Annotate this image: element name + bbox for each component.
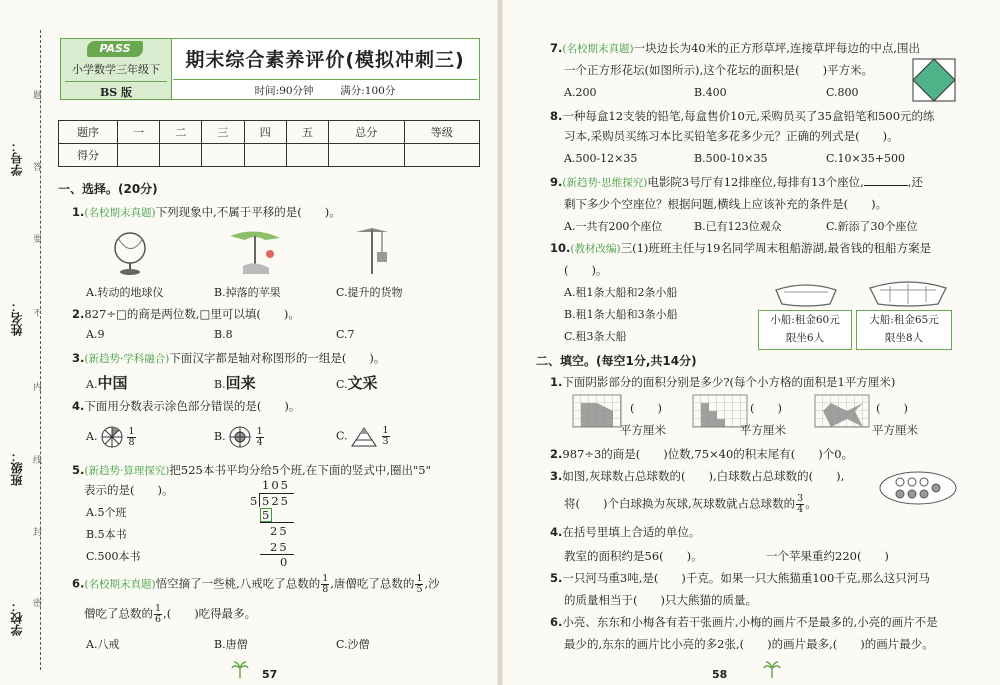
fill-2 — [550, 446, 853, 462]
question-1 — [72, 204, 341, 220]
big-boat-info — [856, 310, 952, 350]
question-text: 僧吃了总数的 — [84, 606, 153, 621]
fraction — [154, 604, 162, 625]
option[interactable]: A.500-12×35 — [564, 152, 638, 165]
palm-icon — [762, 660, 782, 680]
page-number: 58 — [712, 668, 728, 681]
question-text: 一个苹果重约220( ) — [766, 549, 889, 563]
table-cell: 等级 — [404, 121, 480, 144]
question-tag: (名校期末真题) — [84, 578, 156, 591]
grade-label: 小学数学三年级下 — [72, 63, 160, 76]
question-4 — [72, 398, 300, 414]
header-badge — [61, 39, 172, 99]
fill-3 — [550, 468, 844, 484]
option[interactable]: A.租1条大船和2条小船 — [564, 286, 678, 299]
question-text: 剩下多少个空座位？根据问题,横线上应该补充的条件是( )。 — [564, 197, 888, 211]
numerator: 1 — [416, 573, 423, 584]
question-text: 习本,采购员买练习本比买铅笔多花多少元？正确的列式是( )。 — [564, 129, 899, 143]
score-table — [58, 120, 480, 167]
dividend: 525 — [262, 494, 290, 508]
question-7 — [550, 40, 920, 56]
long-division — [248, 478, 308, 568]
question-number: 4. — [550, 525, 563, 539]
question-text: 下面阴影部分的面积分别是多少?(每个小方格的面积是1平方厘米) — [562, 375, 896, 389]
question-text: 下面用分数表示涂色部分错误的是( )。 — [84, 399, 301, 413]
seal-char: 线 — [33, 456, 43, 466]
question-text: 如图,灰球数占总球数的( ),白球数占总球数的( ), — [562, 469, 845, 483]
page-number: 57 — [262, 668, 278, 681]
question-number: 7. — [550, 41, 563, 55]
question-text: 一个正方形花坛(如图所示),这个花坛的面积是( )平方米。 — [564, 63, 874, 77]
right-page — [500, 0, 1000, 685]
option[interactable] — [214, 426, 265, 448]
question-number: 10. — [550, 241, 571, 255]
option[interactable]: A.一共有200个座位 — [564, 220, 663, 233]
option[interactable] — [336, 426, 391, 447]
option-letter: C. — [336, 378, 348, 391]
option[interactable]: A.八戒 — [86, 638, 120, 651]
triangle-icon — [351, 427, 377, 447]
score-input-cell[interactable] — [244, 144, 286, 167]
question-2 — [72, 306, 300, 322]
question-number: 9. — [550, 175, 563, 189]
pass-logo: PASS — [87, 41, 143, 57]
full-score: 满分:100分 — [340, 85, 396, 97]
circle-eighths-icon — [101, 426, 123, 448]
option-letter: A. — [86, 378, 98, 391]
option[interactable] — [86, 426, 137, 448]
fraction — [256, 427, 264, 448]
table-cell: 五 — [286, 121, 328, 144]
concentric-circle-icon — [229, 426, 251, 448]
score-row — [59, 144, 480, 167]
option[interactable] — [86, 372, 127, 393]
unit-label: 平方厘米 — [872, 423, 918, 437]
exam-header — [60, 38, 480, 100]
score-input-cell[interactable] — [202, 144, 244, 167]
fraction — [321, 574, 329, 595]
step-2: 25 — [270, 524, 289, 538]
denominator: 8 — [128, 436, 135, 448]
question-tag: (教材改编) — [570, 243, 621, 255]
question-number: 1. — [72, 205, 85, 219]
question-3 — [72, 350, 385, 366]
grid-shape-3 — [814, 394, 870, 432]
numerator: 1 — [256, 425, 263, 437]
question-number: 2. — [550, 447, 563, 461]
question-text: ( )。 — [564, 263, 608, 277]
crane-icon — [352, 226, 392, 276]
big-boat-icon — [868, 274, 948, 310]
option[interactable]: C.沙僧 — [336, 638, 370, 651]
square-diamond-figure — [912, 58, 956, 102]
question-text — [564, 494, 817, 515]
table-cell: 总分 — [329, 121, 404, 144]
question-number: 4. — [72, 399, 85, 413]
option[interactable]: B.5本书 — [86, 528, 127, 541]
option[interactable]: A.转动的地球仪 — [86, 286, 164, 299]
fill-5 — [550, 570, 930, 586]
option[interactable]: B.400 — [694, 86, 727, 99]
question-10 — [550, 240, 931, 256]
option-letter: B. — [214, 430, 226, 443]
option[interactable]: C.7 — [336, 328, 355, 341]
option[interactable]: B.500-10×35 — [694, 152, 768, 165]
numerator: 1 — [155, 603, 162, 614]
question-5 — [72, 462, 431, 478]
option[interactable]: B.唐僧 — [214, 638, 248, 651]
globe-icon — [108, 228, 152, 276]
denominator: 8 — [322, 584, 329, 595]
seal-char: 要 — [33, 235, 43, 245]
fraction — [415, 574, 423, 595]
question-tag: (新趋势·思维探究) — [562, 177, 648, 189]
denominator: 5 — [416, 584, 423, 595]
seal-char: 密 — [33, 599, 43, 609]
option[interactable]: C.500本书 — [86, 550, 141, 563]
score-input-cell[interactable] — [160, 144, 202, 167]
school-label: 学校： — [10, 600, 24, 636]
seal-char: 不 — [33, 309, 43, 319]
option-word: 中国 — [97, 374, 128, 392]
question-text: ,唐僧吃了总数的 — [330, 576, 415, 591]
question-text: 教室的面积约是56( )。 — [564, 549, 703, 563]
name-label: 姓名： — [10, 300, 24, 336]
numerator: 1 — [382, 425, 389, 436]
question-text: 下列现象中,不属于平移的是( )。 — [155, 205, 341, 219]
step-1[interactable]: 5 — [262, 508, 270, 522]
page-title: 期末综合素养评价(模拟冲刺三) — [185, 49, 465, 71]
table-cell: 得分 — [59, 144, 118, 167]
option[interactable]: B.8 — [214, 328, 233, 341]
fraction — [382, 426, 390, 447]
ball-oval-figure — [878, 470, 958, 506]
option[interactable] — [214, 372, 256, 393]
option-letter: C. — [336, 429, 348, 443]
option[interactable]: C.10×35+500 — [826, 152, 905, 165]
big-boat-price: 大船:租金65元 — [869, 314, 939, 326]
denominator: 3 — [382, 436, 389, 447]
answer-blank[interactable]: ( ) — [630, 401, 662, 415]
edition-label: BS 版 — [65, 81, 167, 100]
question-text: 987÷3的商是( )位数,75×40的积末尾有( )个0。 — [562, 447, 854, 461]
question-text: 一块边长为40米的正方形草坪,连接草坪每边的中点,围出 — [633, 41, 921, 55]
table-cell: 二 — [160, 121, 202, 144]
question-text: 把525本书平均分给5个班,在下面的竖式中,圈出"5" — [169, 463, 431, 477]
denominator: 4 — [797, 504, 804, 515]
question-text: 悟空摘了一些桃,八戒吃了总数的 — [155, 576, 321, 591]
section-title: 二、填空。(每空1分,共14分) — [536, 354, 697, 368]
fraction — [127, 427, 135, 448]
question-text: 。 — [805, 496, 817, 511]
option[interactable] — [336, 372, 378, 393]
question-number: 6. — [550, 615, 563, 629]
score-input-cell[interactable] — [329, 144, 404, 167]
numerator: 3 — [797, 493, 804, 504]
score-input-cell[interactable] — [286, 144, 328, 167]
numerator: 1 — [322, 573, 329, 584]
option[interactable]: C.800 — [826, 86, 859, 99]
small-boat-price: 小船:租金60元 — [770, 314, 840, 326]
seal-char: 答 — [33, 163, 43, 173]
unit-label: 平方厘米 — [740, 423, 786, 437]
question-text: 电影院3号厅有12排座位,每排有13个座位, — [647, 175, 864, 189]
question-tag: (名校期末真题) — [84, 207, 156, 219]
question-tag: (新趋势·算理探究) — [84, 465, 170, 477]
score-table-header — [59, 121, 480, 144]
question-number: 3. — [72, 351, 85, 365]
question-text: 827÷□的商是两位数,□里可以填( )。 — [84, 307, 300, 321]
option[interactable]: A.9 — [86, 328, 105, 341]
question-text: ,( )吃得最多。 — [163, 606, 257, 621]
score-input-cell[interactable] — [404, 144, 480, 167]
question-tag: (名校期末真题) — [562, 43, 634, 55]
falling-apple-icon — [225, 226, 285, 276]
question-number: 1. — [550, 375, 563, 389]
divisor: 5 — [250, 494, 258, 508]
time-limit: 时间:90分钟 — [254, 85, 314, 97]
option[interactable]: B.租1条大船和3条小船 — [564, 308, 678, 321]
answer-blank[interactable]: ( ) — [750, 401, 782, 415]
question-text — [84, 604, 256, 625]
question-text: 在括号里填上合适的单位。 — [562, 525, 701, 539]
question-text: 一种每盒12支装的铅笔,每盒售价10元,采购员买了35盒铅笔和500元的练 — [562, 109, 935, 123]
question-number: 6. — [72, 576, 85, 591]
fraction — [796, 494, 804, 515]
question-9 — [550, 174, 923, 190]
table-cell: 题序 — [59, 121, 118, 144]
question-text: 的质量相当于( )只大熊猫的质量。 — [564, 593, 757, 607]
big-boat-capacity: 限坐8人 — [884, 332, 924, 344]
denominator: 6 — [155, 614, 162, 625]
question-text: ,还 — [907, 175, 923, 189]
question-6 — [72, 574, 440, 595]
answer-blank[interactable] — [864, 185, 908, 186]
question-number: 3. — [550, 469, 563, 483]
binding-dashed-line — [40, 30, 41, 670]
question-number: 5. — [72, 463, 85, 477]
question-tag: (新趋势·学科融合) — [84, 353, 170, 365]
option-word: 回来 — [225, 374, 256, 392]
question-text: 一只河马重3吨,是( )千克。如果一只大熊猫重100千克,那么这只河马 — [562, 571, 930, 585]
small-boat-icon — [774, 276, 838, 310]
unit-label: 平方厘米 — [620, 423, 666, 437]
grid-shape-1 — [572, 394, 622, 432]
question-text: ,沙 — [424, 576, 440, 591]
section-title: 一、选择。(20分) — [58, 182, 158, 196]
option[interactable]: B.已有123位观众 — [694, 220, 782, 233]
fill-4 — [550, 524, 700, 540]
option-letter: B. — [214, 378, 226, 391]
option-letter: A. — [86, 430, 98, 443]
seal-char: 内 — [33, 383, 43, 393]
option[interactable]: C.提升的货物 — [336, 286, 403, 299]
answer-blank[interactable]: ( ) — [876, 401, 908, 415]
step-3: 25 — [270, 540, 289, 554]
table-cell: 一 — [118, 121, 160, 144]
option[interactable]: A.5个班 — [86, 506, 127, 519]
small-boat-capacity: 限坐6人 — [785, 332, 825, 344]
seal-char: 封 — [33, 528, 43, 538]
exam-info — [173, 79, 477, 98]
denominator: 4 — [256, 436, 263, 448]
seal-char: 题 — [33, 91, 43, 101]
remainder: 0 — [280, 555, 288, 569]
question-number: 8. — [550, 109, 563, 123]
option-word: 文采 — [347, 374, 378, 392]
question-8 — [550, 108, 935, 124]
fill-6 — [550, 614, 938, 630]
small-boat-info — [758, 310, 852, 350]
palm-icon — [230, 660, 250, 680]
question-number: 2. — [72, 307, 85, 321]
score-input-cell[interactable] — [118, 144, 160, 167]
quotient: 105 — [262, 478, 290, 492]
question-text: 表示的是( )。 — [84, 483, 174, 497]
table-cell: 四 — [244, 121, 286, 144]
option[interactable]: C.租3条大船 — [564, 330, 627, 343]
option[interactable]: A.200 — [564, 86, 597, 99]
option[interactable]: C.新添了30个座位 — [826, 220, 918, 233]
table-cell: 三 — [202, 121, 244, 144]
fill-1 — [550, 374, 895, 390]
question-text: 最少的,东东的画片比小亮的多2张,( )的画片最多,( )的画片最少。 — [564, 637, 934, 651]
question-text: 下面汉字都是轴对称图形的一组是( )。 — [169, 351, 386, 365]
question-text: 小亮、东东和小梅各有若干张画片,小梅的画片不是最多的,小亮的画片不是 — [562, 615, 938, 629]
question-number: 5. — [550, 571, 563, 585]
question-text: 将( )个白球换为灰球,灰球数就占总球数的 — [564, 496, 796, 511]
numerator: 1 — [128, 425, 135, 437]
question-text: 三(1)班班主任与19名同学周末租船游湖,最省钱的租船方案是 — [620, 241, 932, 255]
class-label: 班级： — [10, 450, 24, 486]
option[interactable]: B.掉落的苹果 — [214, 286, 281, 299]
student-id-label: 学号： — [10, 140, 24, 176]
